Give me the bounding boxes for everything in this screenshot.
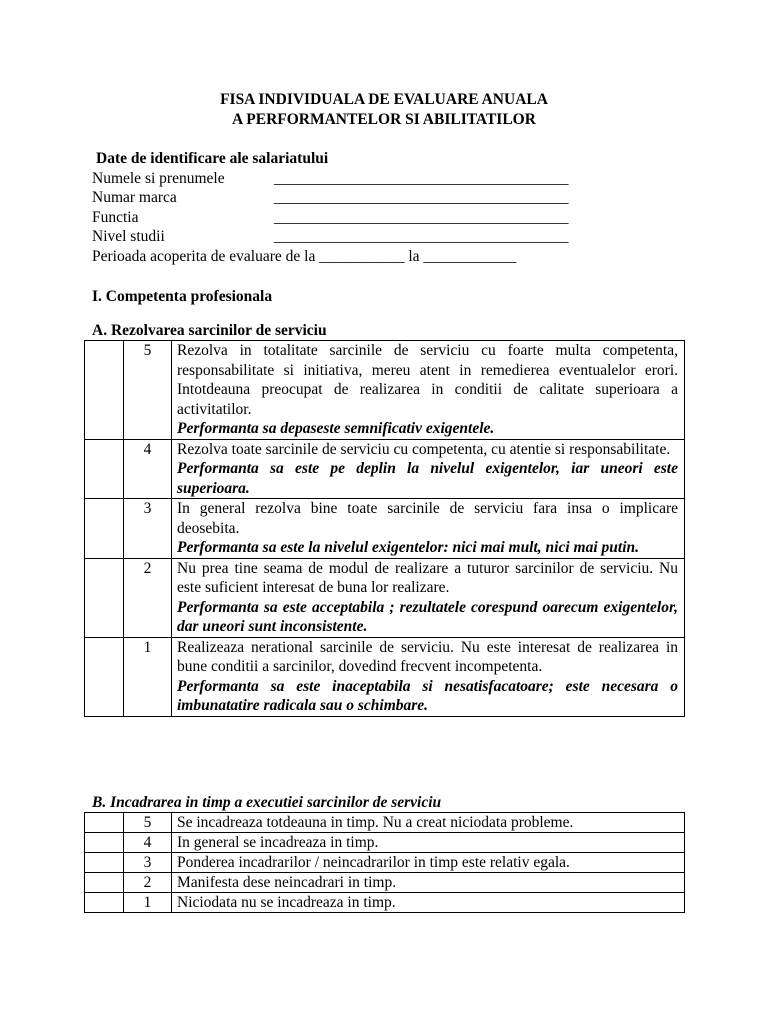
score-cell: 3: [124, 853, 172, 873]
score-cell: 1: [124, 893, 172, 913]
id-field-blank[interactable]: ______________________________________: [274, 189, 569, 206]
description-cell: [172, 439, 685, 499]
checkbox-cell[interactable]: [85, 499, 124, 559]
document-title-line-2: A PERFORMANTELOR SI ABILITATILOR: [232, 111, 536, 128]
score-cell: 1: [124, 637, 172, 716]
checkbox-cell[interactable]: [85, 558, 124, 637]
description-cell: [172, 637, 685, 716]
checkbox-cell[interactable]: [85, 833, 124, 853]
identification-block: [92, 149, 692, 266]
description-text: Rezolva toate sarcinile de serviciu cu competenta, cu atentie si responsabilitate.: [177, 440, 671, 458]
id-field-row: [92, 227, 692, 247]
score-cell: 5: [124, 813, 172, 833]
section-a-title: A. Rezolvarea sarcinilor de serviciu: [92, 322, 327, 339]
checkbox-cell[interactable]: [85, 873, 124, 893]
description-cell: Niciodata nu se incadreaza in timp.: [172, 893, 685, 913]
description-cell: [172, 558, 685, 637]
section-1-title: I. Competenta profesionala: [92, 288, 273, 305]
table-row: [85, 873, 685, 893]
checkbox-cell[interactable]: [85, 341, 124, 440]
table-row: [85, 637, 685, 716]
table-row: [85, 833, 685, 853]
description-cell: In general se incadreaza in timp.: [172, 833, 685, 853]
score-cell: 2: [124, 558, 172, 637]
id-field-blank[interactable]: ______________________________________: [274, 169, 569, 187]
section-a-table: [84, 340, 685, 717]
table-row: [85, 558, 685, 637]
checkbox-cell[interactable]: [85, 893, 124, 913]
description-text: Realizeaza nerational sarcinile de serviciu. Nu este interesat de realizarea in bune conditii a sarcinilor, dovedind frecvent incompetenta.: [177, 638, 678, 675]
description-cell: Ponderea incadrarilor / neincadrarilor in timp este relativ egala.: [172, 853, 685, 873]
table-row: [85, 499, 685, 559]
id-field-label: Numele si prenumele: [92, 169, 225, 187]
evaluation-period-line[interactable]: Perioada acoperita de evaluare de la ___________ la ____________: [92, 247, 517, 265]
table-row: [85, 893, 685, 913]
description-cell: [172, 341, 685, 440]
description-text: Rezolva in totalitate sarcinile de serviciu cu foarte multa competenta, responsabilitate si initiativa, mereu atent in remedierea eventualelor erori. Intotdeauna preocupat de realizarea in conditii de calitate superioara a activitatilor.: [177, 342, 678, 418]
id-field-label: Numar marca: [92, 189, 177, 206]
performance-text: Performanta sa este pe deplin la nivelul exigentelor, iar uneori este superioara.: [177, 460, 678, 497]
description-cell: Manifesta dese neincadrari in timp.: [172, 873, 685, 893]
score-cell: 2: [124, 873, 172, 893]
identification-heading: Date de identificare ale salariatului: [96, 150, 329, 167]
id-field-label: Nivel studii: [92, 228, 165, 245]
description-text: In general rezolva bine toate sarcinile de serviciu fara insa o implicare deosebita.: [177, 500, 678, 537]
table-row: [85, 439, 685, 499]
description-cell: [172, 499, 685, 559]
score-cell: 3: [124, 499, 172, 559]
section-b-table: [84, 812, 685, 913]
score-cell: 5: [124, 341, 172, 440]
table-row: [85, 341, 685, 440]
score-cell: 4: [124, 833, 172, 853]
id-field-blank[interactable]: ______________________________________: [274, 228, 569, 245]
performance-text: Performanta sa este la nivelul exigentelor: nici mai mult, nici mai putin.: [177, 539, 640, 556]
checkbox-cell[interactable]: [85, 439, 124, 499]
document-title-line-1: FISA INDIVIDUALA DE EVALUARE ANUALA: [220, 91, 548, 108]
checkbox-cell[interactable]: [85, 637, 124, 716]
performance-text: Performanta sa este inaceptabila si nesatisfacatoare; este necesara o imbunatatire radicala sau o schimbare.: [177, 677, 678, 714]
description-text: Nu prea tine seama de modul de realizare a tuturor sarcinilor de serviciu. Nu este suficient interesat de buna lor realizare.: [177, 559, 678, 596]
id-field-blank[interactable]: ______________________________________: [274, 208, 569, 226]
section-b-title: B. Incadrarea in timp a executiei sarcinilor de serviciu: [92, 794, 442, 811]
id-field-row: [92, 188, 692, 208]
description-cell: Se incadreaza totdeauna in timp. Nu a creat niciodata probleme.: [172, 813, 685, 833]
score-cell: 4: [124, 439, 172, 499]
id-field-label: Functia: [92, 208, 139, 226]
id-field-row: [92, 208, 692, 228]
table-row: [85, 813, 685, 833]
table-row: [85, 853, 685, 873]
checkbox-cell[interactable]: [85, 813, 124, 833]
performance-text: Performanta sa este acceptabila ; rezultatele corespund oarecum exigentelor, dar uneori sunt inconsistente.: [177, 598, 678, 635]
checkbox-cell[interactable]: [85, 853, 124, 873]
performance-text: Performanta sa depaseste semnificativ exigentele.: [177, 420, 495, 437]
id-field-row: [92, 169, 692, 189]
